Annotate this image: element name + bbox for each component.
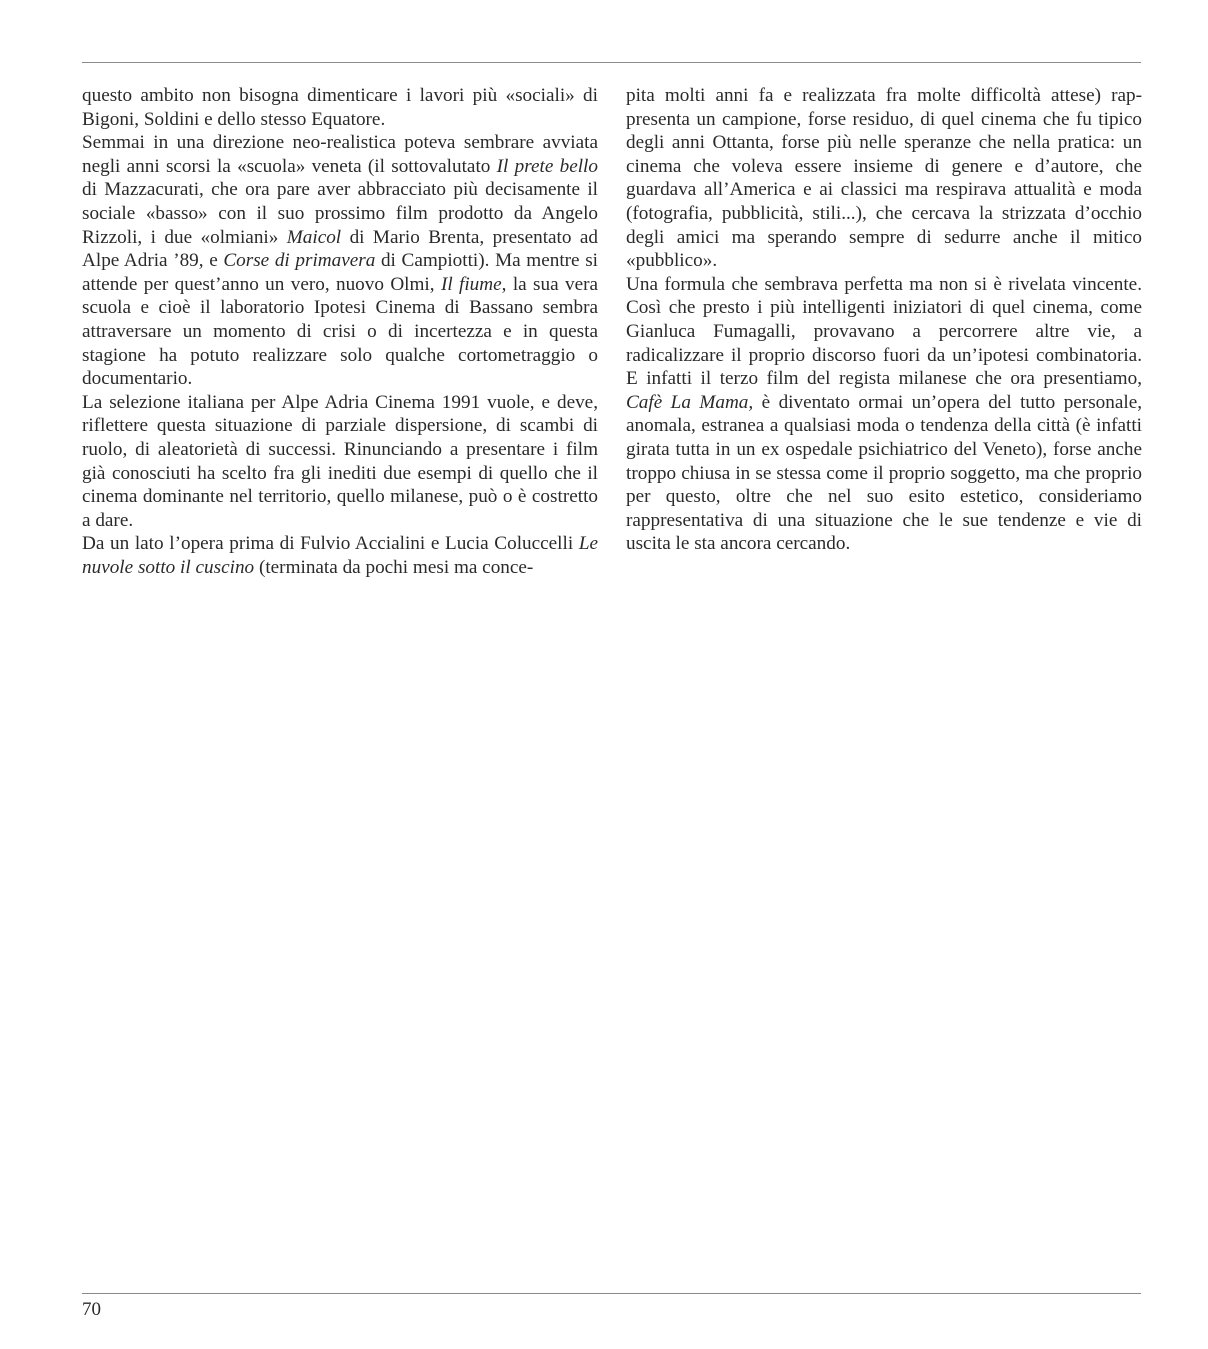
text-run: di Mazzacurati, che ora pare aver abbracciato più decisamente il sociale «basso» con il suo prossimo film prodotto da Angelo Rizzoli, i due «olmiani» <box>82 179 598 248</box>
paragraph <box>82 131 598 391</box>
text-run: di Campiotti). Ma mentre si attende per quest’anno un vero, nuovo Olmi, <box>82 250 598 295</box>
text-run: di Mario Brenta, presentato ad Alpe Adria ’89, e <box>82 226 599 272</box>
paragraph <box>82 84 598 131</box>
italic-title: Cafè La Mama, <box>626 391 754 413</box>
text-run: Semmai in una direzione neo-realistica poteva sembrare avviata negli anni scorsi la «scuola» veneta (il sottovalutato <box>82 132 598 177</box>
text-run: , la sua vera scuola e cioè il laboratorio Ipotesi Cinema di Bassano sembra attraversare un momento di crisi o di incertezza e in questa stagione ha potuto realizzare solo qualche cortometraggio o documentario. <box>82 273 598 390</box>
paragraph <box>626 273 1142 556</box>
text-run: questo ambito non bisogna dimenticare i lavori più «sociali» di Bigoni, Soldini e dello stesso Equatore. <box>82 85 598 130</box>
text-run: (terminata da pochi mesi ma conce- <box>254 556 534 578</box>
italic-title: Le nuvole sotto il cuscino <box>82 533 598 578</box>
right-column <box>626 84 1142 556</box>
left-column <box>82 84 598 579</box>
text-run: pita molti anni fa e realizzata fra molte difficoltà attese) rappresenta un campione, forse residuo, di quel cinema che fu tipico degli anni Ottanta, forse più nelle speranze che nella pratica: un cinema che voleva essere insieme di genere e d’autore, che guardava all’America e ai classici ma respirava attualità e moda (fotografia, pubblicità, stili...), che cercava la strizzata d’occhio degli amici ma sperando sempre di sedurre anche il mitico «pubblico». <box>626 85 1142 272</box>
italic-title: Il prete bello <box>496 155 598 177</box>
text-run: La selezione italiana per Alpe Adria Cinema 1991 vuole, e deve, riflettere questa situazione di parziale dispersione, di scambi di ruolo, di aleatorietà di successi. Rinunciando a presentare i film già conosciuti ha scelto fra gli inediti due esempi di quello che il cinema dominante nel territorio, quello milanese, può o è costretto a dare. <box>82 391 598 531</box>
top-rule <box>82 62 1141 63</box>
text-run: Una formula che sembrava perfetta ma non si è rivelata vincente. Così che presto i più intelligenti iniziatori di quel cinema, come Gianluca Fumagalli, provavano a percorrere altre vie, a radicalizzare il proprio discorso fuori da un’ipotesi combinatoria. E infatti il terzo film del regista milanese che ora presentiamo, <box>626 273 1142 390</box>
italic-title: Corse di primavera <box>223 250 376 272</box>
text-run: Da un lato l’opera prima di Fulvio Accialini e Lucia Coluccelli <box>82 533 579 555</box>
paragraph <box>82 391 598 533</box>
italic-title: Il fiume <box>440 273 502 295</box>
page-number: 70 <box>82 1299 101 1320</box>
bottom-rule <box>82 1293 1141 1294</box>
text-run: è diventato ormai un’opera del tutto personale, anomala, estranea a qualsiasi moda o tendenza della città (è infatti girata tutta in un ex ospedale psichiatrico del Veneto), forse anche troppo chiusa in se stessa come il proprio soggetto, ma che proprio per questo, oltre che nel suo esito estetico, consideriamo rappresentativa di una situazione che le sue tendenze e vie di uscita le sta ancora cercando. <box>626 391 1143 555</box>
italic-title: Maicol <box>286 226 342 248</box>
paragraph <box>82 532 598 579</box>
paragraph <box>626 84 1142 273</box>
